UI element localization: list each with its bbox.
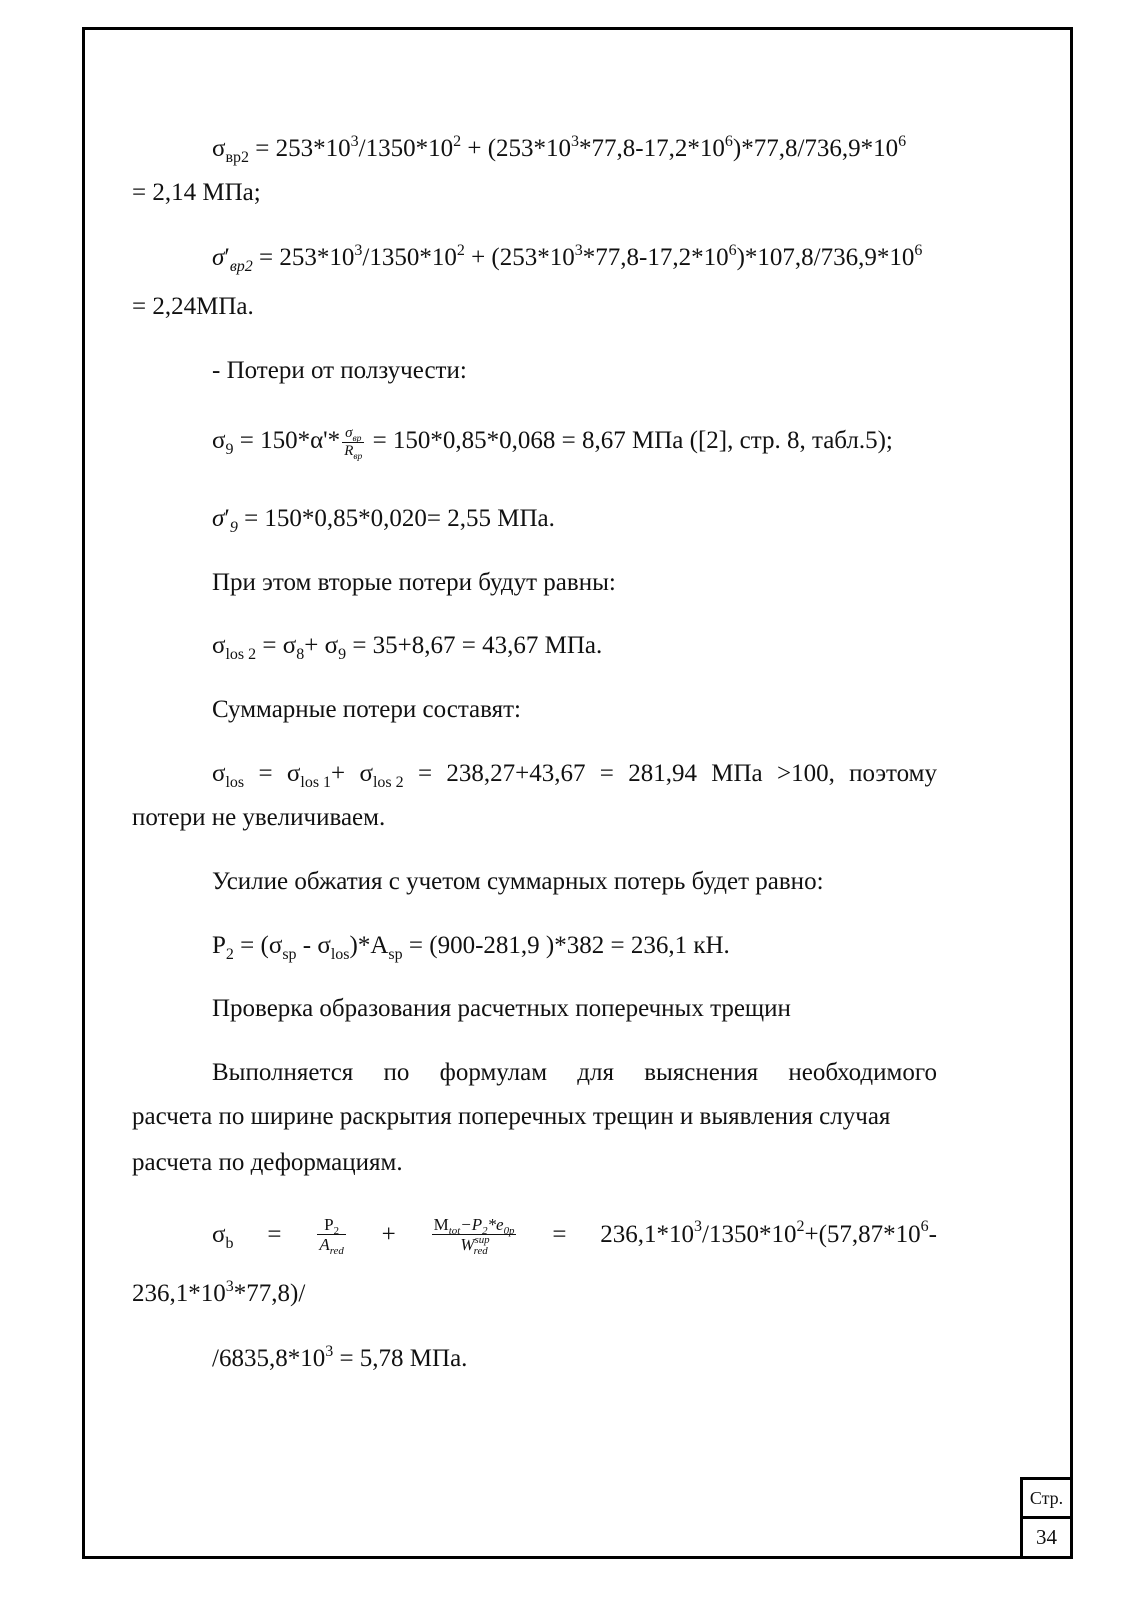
page-label-cell: Стр. xyxy=(1020,1477,1073,1519)
second-losses-text: При этом вторые потери будут равны: xyxy=(212,569,616,596)
paragraph-line-3: расчета по деформациям. xyxy=(132,1149,403,1176)
page-number-cell: 34 xyxy=(1020,1516,1073,1559)
formula-sigma-vr2-prime: $\sigma'_{вр2} = 253*10^3/1350*10^2 + (253*10^3*77,8-17,2*10^6)*107,8/736,9*10^6$ xyxy=(212,241,923,275)
formula-p2: $P_2 = (\sigma_{sp} - \sigma_{los})*A_{sp} = (900-281,9$ )*382 = 236,1 кН. xyxy=(212,932,730,963)
formula-sigma9-prime: $\sigma'_9 = 150*0,85*0,020= 2,55$ МПа. xyxy=(212,505,555,536)
formula-sigma9: $\sigma_9 = 150*\alpha'*$ $\frac{\sigma_{вр}}{R_{вр}}$ = 150*0,85*0,068 = 8,67 МПа ([2], стр. 8, табл.5); xyxy=(212,425,893,462)
formula-sigma-b: $\sigma_b$ = $\frac{P_2}{A_{red}}$ + $\frac{M_{tot}-P_2*e_{0p}}{W^{sup}_{red}}$ = $236,1*10^3/1350*10^2+(57,87*10^6-$ xyxy=(212,1215,937,1258)
crack-check-heading: Проверка образования расчетных поперечных трещин xyxy=(212,995,791,1022)
paragraph-line-1: Выполняется по формулам для выяснения необходимого xyxy=(212,1059,937,1086)
formula-sigma-los2: $\sigma_{los 2} = \sigma_8+ \sigma_9 = 35+8,67 = 43,67$ МПа. xyxy=(212,632,603,663)
creep-loss-heading: - Потери от ползучести: xyxy=(212,357,467,384)
formula-sigma-los: $\sigma_{los}$ = $\sigma_{los 1}+$ $\sigma_{los 2}$ = 238,27+43,67 = 281,94 МПа >100, поэтому xyxy=(212,760,937,791)
formula-sigma-b-result: $/6835,8*10^3 = 5,78$ МПа. xyxy=(212,1342,468,1372)
formula-result-1: = 2,14 МПа; xyxy=(132,179,261,206)
paragraph-line-2: расчета по ширине раскрытия поперечных трещин и выявления случая xyxy=(132,1103,891,1130)
losses-conclusion: потери не увеличиваем. xyxy=(132,804,386,831)
prestress-force-text: Усилие обжатия с учетом суммарных потерь будет равно: xyxy=(212,868,824,895)
formula-result-2: = 2,24МПа. xyxy=(132,293,254,320)
total-losses-text: Суммарные потери составят: xyxy=(212,696,521,723)
formula-sigma-vr2: $\sigma_{вр2} = 253*10^3/1350*10^2 + (253*10^3*77,8-17,2*10^6)*77,8/736,9*10^6$ xyxy=(212,132,907,166)
formula-sigma-b-cont: $236,1*10^3*77,8)/$ xyxy=(132,1277,306,1307)
